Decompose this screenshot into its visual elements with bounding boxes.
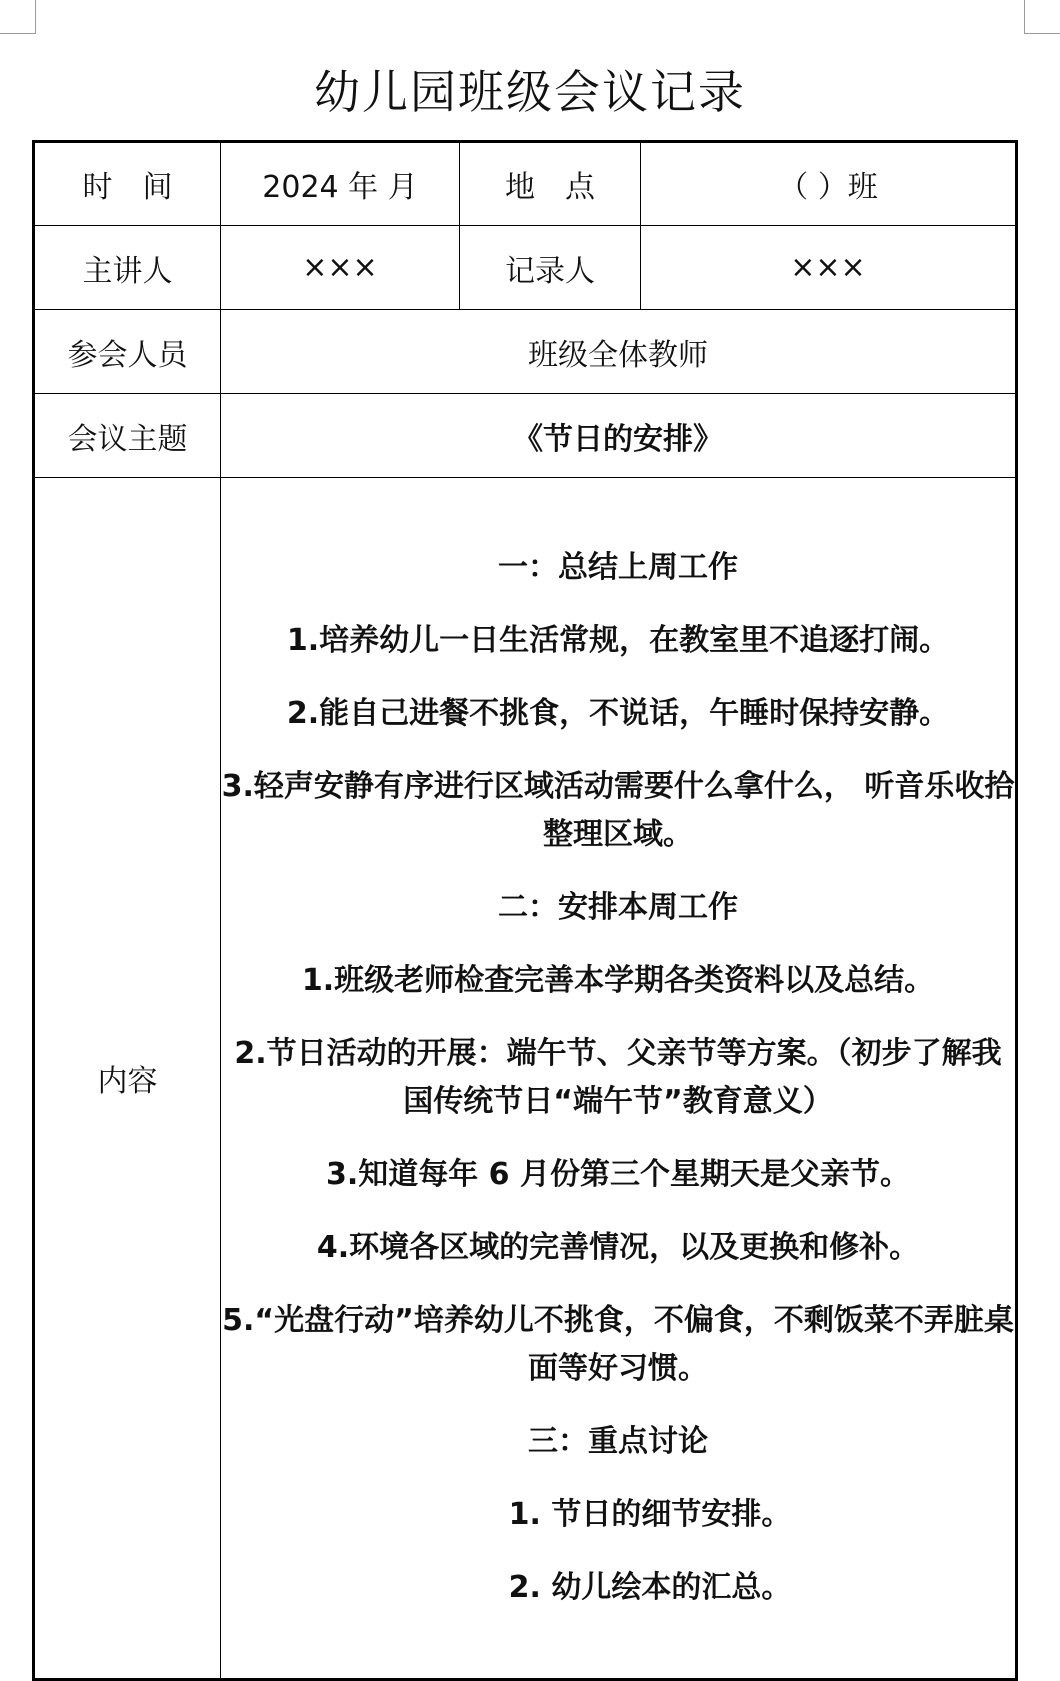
table-row xyxy=(34,478,1017,1680)
crop-mark-top-right xyxy=(1024,0,1060,34)
table-row xyxy=(34,226,1017,310)
content-item: 5.“光盘行动”培养幼儿不挑食，不偏食，不剩饭菜不弄脏桌面等好习惯。 xyxy=(222,1303,1014,1386)
content-item: 3.轻声安静有序进行区域活动需要什么拿什么， 听音乐收拾整理区域。 xyxy=(221,769,1015,852)
document-title: 幼儿园班级会议记录 xyxy=(314,65,746,119)
speaker-label: 主讲人 xyxy=(34,226,221,310)
content-item: 2.能自己进餐不挑食，不说话，午睡时保持安静。 xyxy=(286,696,950,731)
topic-value: 《节日的安排》 xyxy=(221,394,1017,478)
content-item: 2.节日活动的开展：端午节、父亲节等方案。（初步了解我国传统节日“端午节”教育意义） xyxy=(234,1036,1002,1119)
table-row xyxy=(34,310,1017,394)
section-heading: 一：总结上周工作 xyxy=(498,550,738,585)
topic-label: 会议主题 xyxy=(34,394,221,478)
section-heading: 二：安排本周工作 xyxy=(498,890,738,925)
table-row xyxy=(34,394,1017,478)
crop-mark-top-left xyxy=(0,0,36,34)
content-body xyxy=(221,544,1015,1612)
time-value: 2024 年 月 xyxy=(221,142,460,226)
attendees-label: 参会人员 xyxy=(34,310,221,394)
section-heading: 三：重点讨论 xyxy=(528,1424,708,1459)
content-cell xyxy=(221,478,1017,1680)
content-label: 内容 xyxy=(34,478,221,1680)
content-item: 2. 幼儿绘本的汇总。 xyxy=(508,1570,792,1605)
recorder-value: ××× xyxy=(641,226,1017,310)
speaker-value: ××× xyxy=(221,226,460,310)
table-row xyxy=(34,142,1017,226)
meeting-record-table xyxy=(32,140,1018,1681)
time-label: 时 间 xyxy=(34,142,221,226)
content-item: 4.环境各区域的完善情况，以及更换和修补。 xyxy=(316,1230,920,1265)
place-label: 地 点 xyxy=(460,142,641,226)
content-item: 3.知道每年 6 月份第三个星期天是父亲节。 xyxy=(325,1157,911,1192)
content-item: 1.培养幼儿一日生活常规，在教室里不追逐打闹。 xyxy=(286,623,950,658)
content-item: 1.班级老师检查完善本学期各类资料以及总结。 xyxy=(301,963,935,998)
content-item: 1. 节日的细节安排。 xyxy=(508,1497,792,1532)
place-value: （ ）班 xyxy=(641,142,1017,226)
recorder-label: 记录人 xyxy=(460,226,641,310)
attendees-value: 班级全体教师 xyxy=(221,310,1017,394)
